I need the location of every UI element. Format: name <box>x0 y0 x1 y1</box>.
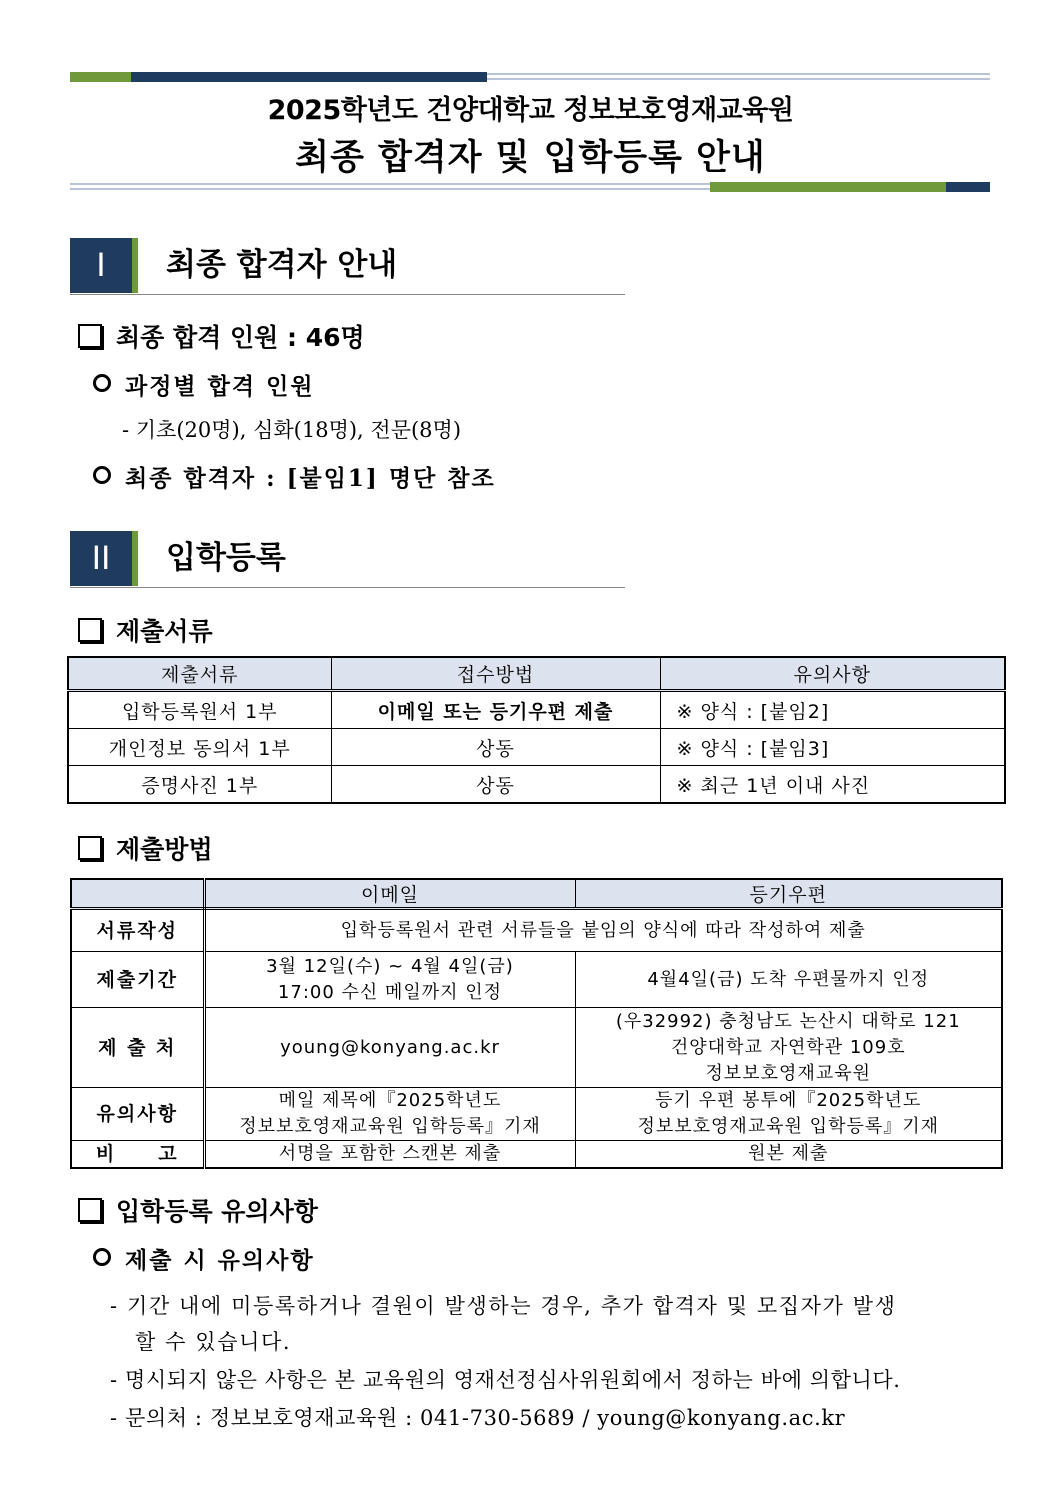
note-contact: - 문의처 : 정보보호영재교육원 : 041-730-5689 / young@konyang.ac.kr <box>110 1406 846 1430</box>
row-header: 제출기간 <box>71 952 204 1008</box>
section-title-1: 최종 합격자 안내 <box>166 247 398 283</box>
table-cell: 4월4일(금) 도착 우편물까지 인정 <box>575 952 1002 1008</box>
note-1-line1: - 기간 내에 미등록하거나 결원이 발생하는 경우, 추가 합격자 및 모집자가 발생 <box>110 1294 897 1318</box>
table-cell: 메일 제목에『2025학년도 정보보호영재교육원 입학등록』기재 <box>204 1088 575 1141</box>
table-cell: 서명을 포함한 스캔본 제출 <box>204 1141 575 1169</box>
table-cell: young@konyang.ac.kr <box>204 1008 575 1088</box>
table-header: 유의사항 <box>660 657 1005 691</box>
row-header: 제 출 처 <box>71 1008 204 1088</box>
table-header: 접수방법 <box>331 657 660 691</box>
note-2: - 명시되지 않은 사항은 본 교육원의 영재선정심사위원회에서 정하는 바에 의합니다. <box>110 1368 901 1392</box>
row-header: 서류작성 <box>71 909 204 952</box>
submission-method-table <box>70 878 1003 1169</box>
checkbox-square-icon <box>78 618 102 642</box>
table-cell: ※ 최근 1년 이내 사진 <box>660 766 1005 804</box>
section-number-2: II <box>70 531 132 586</box>
section-title-2: 입학등록 <box>166 540 286 576</box>
table-header: 등기우편 <box>575 879 1002 909</box>
method-heading: 제출방법 <box>78 830 213 866</box>
document-title-line1: 2025학년도 건양대학교 정보보호영재교육원 <box>267 95 794 126</box>
row-header: 유의사항 <box>71 1088 204 1141</box>
table-header-row <box>71 879 1002 909</box>
course-count-detail: - 기초(20명), 심화(18명), 전문(8명) <box>122 418 462 442</box>
table-cell: 등기 우편 봉투에『2025학년도 정보보호영재교육원 입학등록』기재 <box>575 1088 1002 1141</box>
section-number-1: I <box>70 238 132 293</box>
table-header: 제출서류 <box>68 657 331 691</box>
table-header <box>71 879 204 909</box>
checkbox-square-icon <box>78 1198 102 1222</box>
section-heading-2 <box>70 531 625 588</box>
table-row <box>68 729 1005 766</box>
table-cell: 상동 <box>331 766 660 804</box>
final-list-bullet: 최종 합격자 : [붙임1] 명단 참조 <box>93 460 496 493</box>
table-row <box>71 1141 1002 1169</box>
checkbox-square-icon <box>78 836 102 860</box>
table-row <box>71 909 1002 952</box>
circle-bullet-icon <box>93 466 111 484</box>
table-cell: 이메일 또는 등기우편 제출 <box>331 691 660 729</box>
table-cell: 원본 제출 <box>575 1141 1002 1169</box>
row-header: 비 고 <box>71 1141 204 1169</box>
notes-bullet: 제출 시 유의사항 <box>93 1242 315 1275</box>
header-top-bar <box>70 72 990 84</box>
table-row <box>68 691 1005 729</box>
course-count-bullet: 과정별 합격 인원 <box>93 368 315 401</box>
table-cell: 증명사진 1부 <box>68 766 331 804</box>
table-cell: 3월 12일(수) ~ 4월 4일(금) 17:00 수신 메일까지 인정 <box>204 952 575 1008</box>
notes-heading: 입학등록 유의사항 <box>78 1192 318 1228</box>
table-row <box>68 766 1005 804</box>
table-row <box>71 1088 1002 1141</box>
circle-bullet-icon <box>93 1248 111 1266</box>
table-cell: 상동 <box>331 729 660 766</box>
table-cell: 개인정보 동의서 1부 <box>68 729 331 766</box>
table-header-row <box>68 657 1005 691</box>
final-count-heading: 최종 합격 인원 : 46명 <box>78 318 365 354</box>
document-title-line2: 최종 합격자 및 입학등록 안내 <box>295 138 766 178</box>
section-heading-1 <box>70 238 625 295</box>
table-cell: (우32992) 충청남도 논산시 대학로 121 건양대학교 자연학관 109호 정보보호영재교육원 <box>575 1008 1002 1088</box>
table-cell: 입학등록원서 관련 서류들을 붙임의 양식에 따라 작성하여 제출 <box>204 909 1002 952</box>
table-header: 이메일 <box>204 879 575 909</box>
table-cell: ※ 양식 : [붙임3] <box>660 729 1005 766</box>
documents-table <box>67 656 1006 804</box>
table-row <box>71 1008 1002 1088</box>
circle-bullet-icon <box>93 374 111 392</box>
note-1-line2: 할 수 있습니다. <box>135 1330 292 1354</box>
table-cell: 입학등록원서 1부 <box>68 691 331 729</box>
documents-heading: 제출서류 <box>78 612 213 648</box>
checkbox-square-icon <box>78 324 102 348</box>
table-row <box>71 952 1002 1008</box>
table-cell: ※ 양식 : [붙임2] <box>660 691 1005 729</box>
header-bottom-bar <box>70 182 990 194</box>
